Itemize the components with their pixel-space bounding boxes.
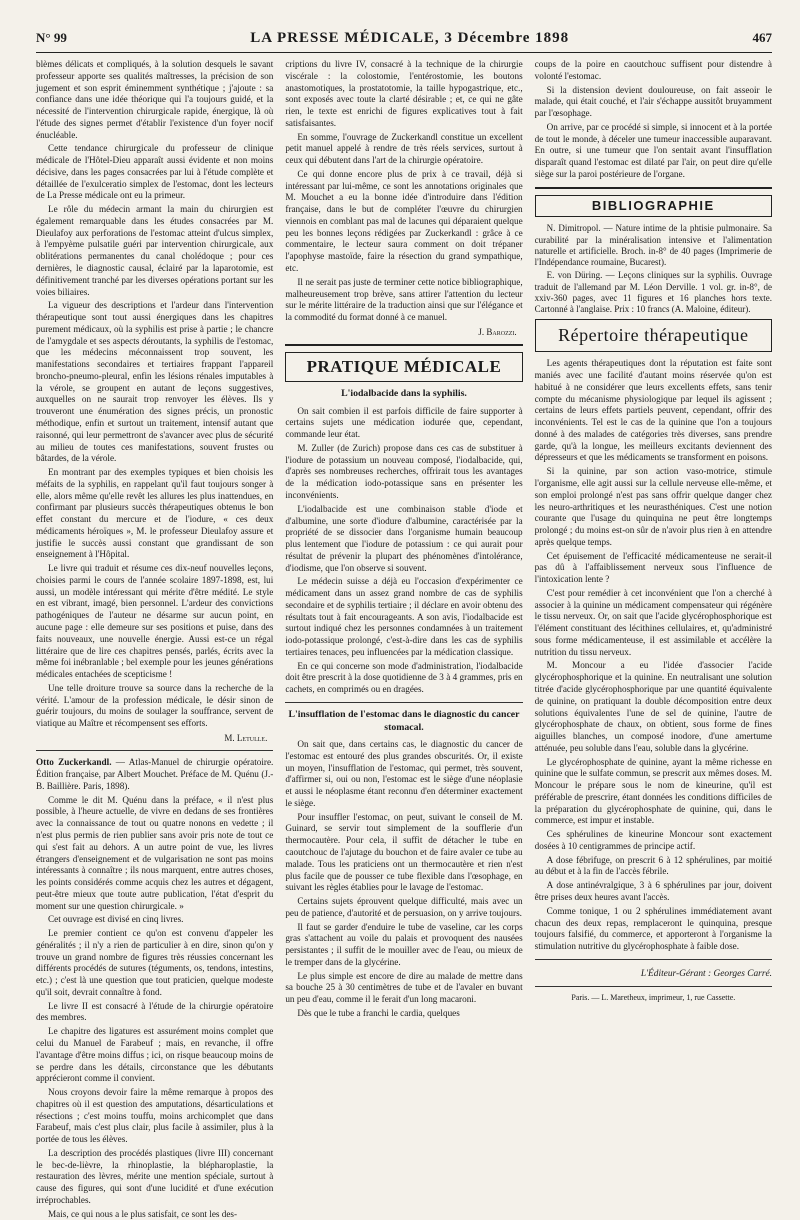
paragraph: En montrant par des exemples typiques et bien choisis les méfaits de la syphilis, en rappelant qu'il faut toujours songer à elle, alors même qu'elle revêt les allures les plus inattendues, en confirmant par plusieurs succès thérapeutiques obtenus le bon effet constant du mercure et de l'iodure, « ces deux médicaments héroïques », M. le professeur Dieulafoy assure et justifie le succès aussi constant que grandissant de son enseignement à l'Hôpital. bbox=[36, 467, 274, 560]
section-title-bibliographie: BIBLIOGRAPHIE bbox=[535, 195, 772, 218]
paragraph: M. Moncour a eu l'idée d'associer l'acide glycérophosphorique et la quinine. En neutralisant une solution titrée d'acide glycérophosphorique par une quantité équivalente de quinine, on pratiquant la double décomposition entre deux solutions équivalentes l'une de sel de quinine, l'autre de glycérophosphate de chaux, on obtient, sous forme de fines aiguilles blanches, un composé inodore, d'une amertume atténuée, peu soluble dans l'eau, soluble dans la glycérine. bbox=[534, 660, 772, 753]
paragraph: Le rôle du médecin armant la main du chirurgien est également remarquable dans les études consacrées par M. Dieulafoy aux perforations de l'estomac atteint d'ulcus simplex, à l'empyème pulsatile guéri par intervention chirurgicale, aux oblitérations permanentes du canal cholédoque ; pour ces dernières, le diagnostic causal, éclairé par la laparotomie, est définitivement tranché par les diverses opérations portant sur les voies biliaires. bbox=[36, 204, 274, 297]
paragraph: blèmes délicats et compliqués, à la solution desquels le savant professeur apporte ses qualités maîtresses, la précision de son jugement et son esprit éminemment synthétique ; j'ajoute : sa confiance dans une idée théorique qui l'a toujours guidé, et la nécessité de l'intervention chirurgicale rapide, énergique, là où l'étude des signes permet d'établir l'existence d'un foyer nocif énucléable. bbox=[36, 59, 274, 140]
bibliography-entry: E. von Düring. — Leçons cliniques sur la syphilis. Ouvrage traduit de l'allemand par M. Léon Derville. 1 vol. gr. in-8°, de xxiv-360 pages, avec 11 figures et 16 planches hors texte. Cartonné à l'anglaise. Prix : 10 francs (A. Maloine, éditeur). bbox=[534, 270, 772, 315]
review-heading bbox=[36, 757, 273, 792]
paragraph: Ces sphérulines de kineurine Moncour sont exactement dosées à 10 centigrammes de principe actif. bbox=[534, 829, 772, 851]
paragraph: En ce qui concerne son mode d'administration, l'iodalbacide doit être prescrit à la dose quotidienne de 3 à 4 grammes, pris en cachets, en comprimés ou en dragées. bbox=[285, 660, 523, 695]
review-reference: — Atlas-Manuel de chirurgie opératoire. Édition française, par Albert Mouchet. Préface de M. Quénu (J.-B. Baillière. Paris, 1898). bbox=[36, 757, 274, 791]
author-signature: J. Barozzi. bbox=[478, 326, 517, 337]
divider bbox=[535, 959, 772, 960]
paragraph: Une telle droiture trouve sa source dans la recherche de la vérité. L'amour de la profession médicale, le désir sinon de guérir toujours, du moins de soulager la souffrance, servent de viatique au Maître et récompensent ses efforts. bbox=[36, 682, 274, 729]
paragraph: Le médecin suisse a déjà eu l'occasion d'expérimenter ce médicament dans un assez grand nombre de cas de syphilis secondaire et de syphilis tertiaire ; il déclare en avoir obtenu des résultats tout à fait encourageants. A son avis, l'iodalbacide est surtout indiqué chez les personnes condamnées à un traitement iodo-potassique prolongé, c'est-à-dire dans les cas de syphilis tertiaires tenaces, peu influencées par la médication classique. bbox=[285, 576, 523, 657]
masthead-title: LA PRESSE MÉDICALE, 3 Décembre 1898 bbox=[250, 30, 570, 46]
article-title: L'insufflation de l'estomac dans le diagnostic du cancer stomacal. bbox=[288, 709, 520, 733]
section-title-repertoire: Répertoire thérapeutique bbox=[535, 319, 772, 352]
paragraph: Pour insuffler l'estomac, on peut, suivant le conseil de M. Guinard, se servir tout simplement de la soufflerie d'un thermocautère. Pour cela, il suffit de détacher le tube en caoutchouc de l'ajutage du bouchon et de faire avaler ce tube au malade. Tous les praticiens ont un thermocautère et rien n'est plus facile que de pousser ce tube flexible dans l'œsophage, en suivant les règles établies pour le lavage de l'estomac. bbox=[285, 811, 523, 893]
author-signature: M. Letulle. bbox=[224, 732, 268, 743]
paragraph: En somme, l'ouvrage de Zuckerkandl constitue un excellent petit manuel appelé à rendre de très réels services, surtout à ceux qui débutent dans l'art de la chirurgie opératoire. bbox=[285, 131, 523, 166]
paragraph: criptions du livre IV, consacré à la technique de la chirurgie viscérale : la colostomie, l'entérostomie, les boutons anastomotiques, la prostatotomie, la taille hypogastrique, etc., sont exposés avec toute la clarté désirable ; et, ce qui ne gâte rien, le texte est enrichi de figures explicatives tout à fait satisfaisantes. bbox=[285, 59, 523, 128]
paragraph: Cet épuisement de l'efficacité médicamenteuse ne serait-il pas dû à l'affaiblissement nerveux sous l'influence de l'intoxication lente ? bbox=[534, 550, 772, 585]
paragraph: Comme tonique, 1 ou 2 sphérulines immédiatement avant chacun des deux repas, remplaceront le quinquina, presque toujours falsifié, du commerce, et apporteront à l'organisme la stimulation nutritive du glycérophosphate à faible dose. bbox=[534, 905, 772, 952]
paragraph: Dès que le tube a franchi le cardia, quelques bbox=[297, 1007, 460, 1018]
paragraph: coups de la poire en caoutchouc suffisent pour distendre à volonté l'estomac. bbox=[534, 59, 772, 81]
printer-credit: Paris. — L. Maretheux, imprimeur, 1, rue Cassette. bbox=[571, 992, 736, 1002]
page-header bbox=[36, 30, 772, 53]
paragraph: Si la distension devient douloureuse, on fait asseoir le malade, qui était couché, et l'air s'échappe aussitôt bruyamment par l'œsophage. bbox=[534, 84, 772, 119]
paragraph: Cette tendance chirurgicale du professeur de clinique médicale de l'Hôtel-Dieu apparaît aussi évidente et non moins décisive, dans les pages consacrées par lui à l'étude complète et détaillée de l'exulceratio simplex de l'estomac, dont les lecteurs de La Presse médicale ont eu la primeur. bbox=[36, 143, 274, 201]
paragraph: Le livre II est consacré à l'étude de la chirurgie opératoire des membres. bbox=[36, 1000, 274, 1023]
paragraph: M. Zuller (de Zurich) propose dans ces cas de substituer à l'iodure de potassium un nouveau composé, l'iodalbacide, qui, d'après ses nombreuses recherches, offrirait tous les avantages de la médication iodo-potassique sans en présenter les inconvénients. bbox=[285, 442, 523, 500]
paragraph: Ce qui donne encore plus de prix à ce travail, déjà si intéressant par lui-même, ce sont les annotations originales que M. Mouchet a eu la bonne idée d'introduire dans l'édition française, dans le but de compléter l'œuvre du chirurgien viennois en comblant pas mal de lacunes qui déparaient quelque peu les bonnes leçons rédigées par Zuckerkandl : grâce à ce commentaire, le lecteur saura comment on doit trépaner l'apophyse mastoïde, faire la résection du grand sympathique, etc. bbox=[285, 168, 523, 274]
paragraph: L'iodalbacide est une combinaison stable d'iode et d'albumine, une sorte d'iodure d'albumine, caractérisée par la propriété de se dissocier dans l'organisme humain beaucoup plus lentement que l'iodure de potassium : ce qui aurait pour résultat de prévenir la plupart des phénomènes d'intolérance, d'iodisme, que l'on observe si souvent. bbox=[285, 503, 523, 573]
paragraph: Le glycérophosphate de quinine, ayant la même richesse en quinine que le sulfate commun, se prescrit aux mêmes doses. M. Moncour le prépare sous le nom de kineurine, qu'il est préférable de prescrire, étant données les conditions difficiles de la préparation du glycérophosphate de quinine, qui, dans le commerce, est impur et instable. bbox=[534, 756, 772, 826]
divider bbox=[535, 187, 772, 189]
review-author: Otto Zuckerkandl. bbox=[36, 757, 112, 768]
issue-number: N° 99 bbox=[36, 30, 67, 45]
text-columns bbox=[36, 59, 772, 1219]
page-number: 467 bbox=[752, 30, 772, 45]
column-2 bbox=[285, 59, 522, 1139]
paragraph: On arrive, par ce procédé si simple, si innocent et à la portée de tout le monde, à déceler une tumeur inaccessible auparavant. En outre, si une tumeur que l'on sentait avant l'insufflation disparaît quand l'estomac est dilaté par l'air, on peut dire qu'elle siège sur la paroi postérieure de l'organe. bbox=[534, 121, 772, 179]
column-1 bbox=[36, 59, 274, 1219]
paragraph: Les agents thérapeutiques dont la réputation est faite sont maniés avec une facilité d'autant moins réservée qu'on est habitué à ne considérer que leurs excellents effets, sans tenir compte du mécanisme physiologique par lequel ils agissent ; certains de leurs effets partiels peuvent, cependant, offrir des inconvénients. Tel est le cas de la quinine que l'on a toujours donné à des malades de catégories très diverses, sans prendre garde, qu'à la longue, les meilleurs excitants deviennent des dépresseurs et que les médicaments se transforment en poisons. bbox=[534, 358, 772, 463]
paragraph: Il ne serait pas juste de terminer cette notice bibliographique, malheureusement trop brève, sans attirer l'attention du lecteur sur le mérite littéraire de la traduction ainsi que sur l'élégance et la commodité du format donné à ce manuel. bbox=[285, 276, 523, 323]
paragraph: La vigueur des descriptions et l'ardeur dans l'intervention thérapeutique sont tout aussi énergiques dans les chapitres purement médicaux, où la syphilis est prise à partie ; le chancre de l'amygdale et ses aspects déroutants, la syphilis de l'estomac, que les médecins méconnaissent trop souvent, les manifestations secondaires et tertiaires frappant l'appareil broncho-pneumo-pleural, enfin les lésions rénales imputables à la vérole, se groupent en autant de leçons suggestives, auxquelles on ne saurait trop renvoyer les élèves. Ils y trouveront une énumération des signes précis, un pronostic méthodique, enfin et surtout un traitement, intensif autant que raisonné, qui leur permettront de s'avancer avec plus de sécurité au milieu de toutes ces manifestations, souvent frustes ou bâtardes, de la vérole. bbox=[36, 300, 274, 464]
paragraph: C'est pour remédier à cet inconvénient que l'on a cherché à associer à la quinine un médicament compensateur qui régénère le tissu nerveux. Or, on sait que l'acide glycérophosphorique est l'élément constituant des lécithines cellulaires, et, qu'administré sous forme médicamenteuse, il est assimilable et accélère la nutrition du tissu nerveux. bbox=[534, 587, 772, 657]
paragraph: A dose fébrifuge, on prescrit 6 à 12 sphérulines, par moitié au début et à la fin de l'accès fébrile. bbox=[534, 854, 772, 877]
section-title-pratique-medicale: PRATIQUE MÉDICALE bbox=[285, 352, 522, 382]
divider bbox=[36, 750, 273, 751]
paragraph: On sait que, dans certains cas, le diagnostic du cancer de l'estomac est entouré des plus grandes obscurités. Or, il existe un moyen, l'insufflation de l'estomac, qui permet, très souvent, d'affirmer si, oui ou non, l'estomac est le siège d'une néoplasie et aussi le néoplasme étant reconnu d'en déterminer exactement le siège. bbox=[285, 739, 523, 808]
editor-credit: L'Éditeur-Gérant : Georges Carré. bbox=[640, 968, 772, 979]
divider bbox=[285, 344, 522, 346]
paragraph: Le plus simple est encore de dire au malade de mettre dans sa bouche 25 à 30 centimètres de tube et de l'avaler en buvant un peu d'eau, comme il le ferait d'un long macaroni. bbox=[285, 970, 523, 1005]
paragraph: Si la quinine, par son action vaso-motrice, stimule l'organisme, elle agit aussi sur la cellule nerveuse elle-même, et son emploi prolongé n'est pas sans offrir quelque danger chez les neuro-arthritiques et les neurasthéniques. C'est une notion courante que l'usage du quinquina ne peut être longtemps prolongé ; du moins est-on sûr de n'avoir plus rien à en attendre après quelque temps. bbox=[534, 466, 772, 547]
paragraph: La description des procédés plastiques (livre III) concernant le bec-de-lièvre, la rhinoplastie, la blépharoplastie, la restauration des lèvres, mérite une mention spéciale, surtout à cause des figures, qui sont d'une lucidité et d'une exécution irréprochables. bbox=[36, 1147, 274, 1205]
paragraph: On sait combien il est parfois difficile de faire supporter à certains sujets une médication iodurée que, cependant, commande leur état. bbox=[285, 405, 523, 440]
bibliography-entry: N. Dimitropol. — Nature intime de la phtisie pulmonaire. Sa curabilité par la minéralisation intensive et l'alimentation naturelle et artificielle. Broch. in-8° de 40 pages (Imprimerie de l'Indépendance roumaine, Bucarest). bbox=[534, 223, 772, 268]
paragraph: Mais, ce qui nous a le plus satisfait, ce sont les des- bbox=[48, 1208, 238, 1219]
paragraph: Certains sujets éprouvent quelque difficulté, mais avec un peu de patience, d'autorité et de persuasion, on y arrive toujours. bbox=[285, 896, 523, 918]
paragraph: Cet ouvrage est divisé en cinq livres. bbox=[48, 914, 184, 925]
article-title: L'iodalbacide dans la syphilis. bbox=[341, 388, 467, 400]
paragraph: Le premier contient ce qu'on est convenu d'appeler les généralités ; il n'y a rien de particulier à en dire, sinon qu'on y trouve un grand nombre de figures très réussies concernant les différents procédés de sutures (téguments, os, tendons, intestins, etc.) ; c'est là une question que tout praticien, quelque modeste qu'il soit, devrait connaître à fond. bbox=[36, 928, 274, 997]
paragraph: Le chapitre des ligatures est assurément moins complet que celui du Manuel de Farabeuf ; mais, en revanche, il offre l'avantage d'être moins diffus ; ici, on risque beaucoup moins de se perdre dans les détails, circonstance que les débutants apprécieront comme il convient. bbox=[36, 1026, 274, 1084]
paragraph: Comme le dit M. Quénu dans la préface, « il n'est plus possible, à l'heure actuelle, de vivre en dedans de ses frontières avec la connaissance de tout ou quatre nonons en vedette ; il n'est plus permis de rien publier sans avoir pris note de tout ce qui s'est fait au dehors. A un autre point de vue, les livres étrangers d'enseignement et de vulgarisation ne sont pas moins intéressants à connaître ; ils nous marquent, entre autres choses, les points considérés comme acquis chez les autres et dégagent, peut-être mieux que toute autre publication, l'état d'esprit du moment sur une question chirurgicale. » bbox=[36, 794, 274, 911]
paragraph: A dose antinévralgique, 3 à 6 sphérulines par jour, doivent être prises deux heures avant l'accès. bbox=[534, 880, 772, 902]
divider bbox=[285, 702, 522, 703]
paragraph: Il faut se garder d'enduire le tube de vaseline, car les corps gras s'attachent au voile du palais et provoquent des nausées persistantes ; il suffit de le mouiller avec de l'eau, ou mieux de le tremper dans de la glycérine. bbox=[285, 921, 523, 967]
paragraph: Le livre qui traduit et résume ces dix-neuf nouvelles leçons, choisies parmi le cours de l'année scolaire 1897-1898, est, lui aussi, un modèle intéressant qui mérite d'être médité. Le style en est vibrant, imagé, bien personnel. L'ardeur des convictions pathogéniques de l'auteur ne désarme sur aucun point, en aucune page : elle demeure sur ses positions et puise, dans des faits nouveaux, une nouvelle énergie. Aussi est-ce un régal littéraire que de lire ces chapitres pensés, parlés, écrits avec la même foi inébranlable ; bel exemple pour les jeunes générations médicales entachées de scepticisme ! bbox=[36, 563, 274, 680]
divider bbox=[535, 986, 772, 987]
column-3 bbox=[535, 59, 772, 1139]
paragraph: Nous croyons devoir faire la même remarque à propos des chapitres où il est question des amputations, désarticulations et résections ; c'est moins touffu, moins archicomplet que dans Farabeuf, mais c'est plus clair, plus facile à assimiler, plus à la portée de tous les élèves. bbox=[36, 1087, 274, 1145]
